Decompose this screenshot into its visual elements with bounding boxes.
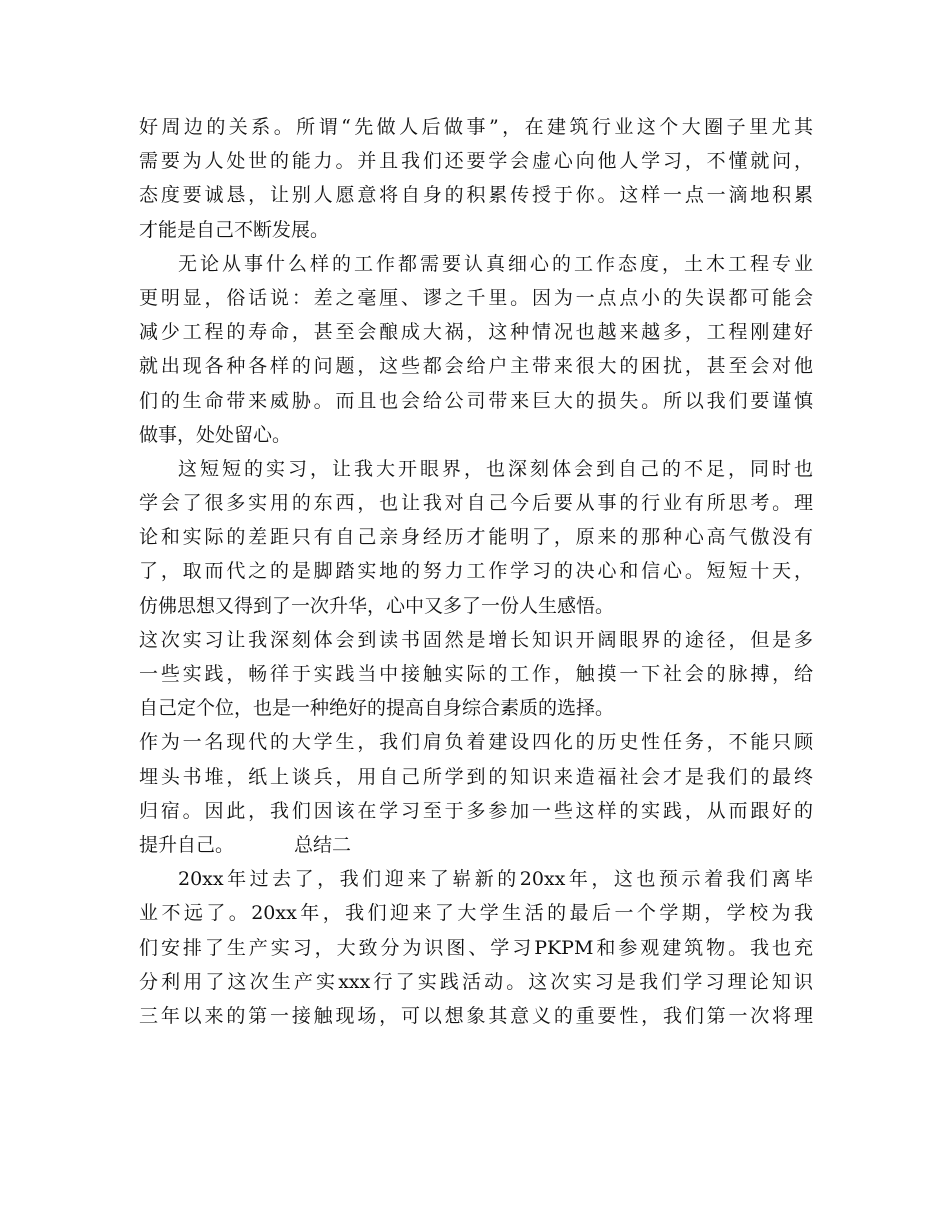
text-line: 分利用了这次生产实xxx行了实践活动。这次实习是我们学习理论知识: [139, 970, 813, 993]
text-line: 这短短的实习，让我大开眼界，也深刻体会到自己的不足，同时也: [178, 457, 813, 480]
text-line: 归宿。因此，我们因该在学习至于多参加一些这样的实践，从而跟好的: [139, 799, 813, 822]
text-line: 们的生命带来威胁。而且也会给公司带来巨大的损失。所以我们要谨慎: [139, 389, 813, 412]
text-line: 论和实际的差距只有自己亲身经历才能明了，原来的那种心高气傲没有: [139, 526, 813, 549]
text-line: 三年以来的第一接触现场，可以想象其意义的重要性，我们第一次将理: [139, 1004, 813, 1027]
text-line: 需要为人处世的能力。并且我们还要学会虚心向他人学习，不懂就问，: [139, 150, 813, 173]
section-heading: 总结二: [294, 833, 352, 856]
text-line: 态度要诚恳，让别人愿意将自身的积累传授于你。这样一点一滴地积累: [139, 184, 813, 207]
text-line: 减少工程的寿命，甚至会酿成大祸，这种情况也越来越多，工程刚建好: [139, 321, 813, 344]
text-line: 好周边的关系。所谓“先做人后做事”，在建筑行业这个大圈子里尤其: [139, 116, 813, 138]
text-line: 们安排了生产实习，大致分为识图、学习PKPM和参观建筑物。我也充: [139, 936, 813, 959]
text-line: 更明显，俗话说：差之毫厘、谬之千里。因为一点点小的失误都可能会: [139, 286, 813, 309]
text-line: 自己定个位，也是一种绝好的提高自身综合素质的选择。: [139, 697, 615, 720]
text-line: 才能是自己不断发展。: [139, 218, 330, 241]
text-line: 无论从事什么样的工作都需要认真细心的工作态度，土木工程专业: [178, 252, 813, 275]
text-line: 20xx年过去了，我们迎来了崭新的20xx年，这也预示着我们离毕: [178, 868, 813, 891]
text-line: 做事，处处留心。: [139, 423, 292, 446]
text-line-segment: 提升自己。: [139, 833, 235, 856]
text-line: [139, 828, 813, 862]
document-body: [139, 110, 813, 1033]
text-line: 这次实习让我深刻体会到读书固然是增长知识开阔眼界的途径，但是多: [139, 628, 813, 651]
text-line: 了，取而代之的是脚踏实地的努力工作学习的决心和信心。短短十天，: [139, 560, 813, 583]
text-line: 作为一名现代的大学生，我们肩负着建设四化的历史性任务，不能只顾: [139, 731, 813, 754]
text-line: 一些实践，畅徉于实践当中接触实际的工作，触摸一下社会的脉搏，给: [139, 663, 813, 685]
text-line: 学会了很多实用的东西，也让我对自己今后要从事的行业有所思考。理: [139, 492, 813, 515]
text-line: 业不远了。20xx年，我们迎来了大学生活的最后一个学期，学校为我: [139, 902, 813, 925]
text-line: 就出现各种各样的问题，这些都会给户主带来很大的困扰，甚至会对他: [139, 355, 813, 378]
text-line: 仿佛思想又得到了一次升华，心中又多了一份人生感悟。: [139, 594, 615, 617]
text-line: 埋头书堆，纸上谈兵，用自己所学到的知识来造福社会才是我们的最终: [139, 765, 813, 788]
